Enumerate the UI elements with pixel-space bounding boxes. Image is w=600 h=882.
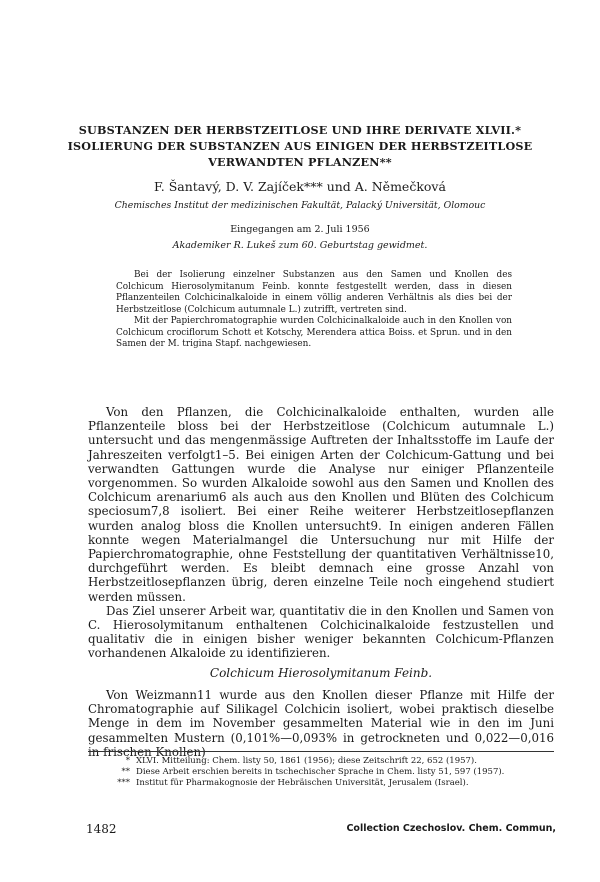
footnote: [88, 778, 554, 789]
title-line-2: ISOLIERUNG DER SUBSTANZEN AUS EINIGEN DER HERBSTZEITLOSE: [67, 139, 533, 153]
section-paragraph-1: Von Weizmann11 wurde aus den Knollen dieser Pflanze mit Hilfe der Chromatographie auf Silikagel Colchicin isoliert, wobei praktisch dieselbe Menge in dem im November gesammelten Material wie in den im Juni gesammelten Mustern (0,101%—0,093% in getrockneten und 0,022—0,016 in frischen Knollen): [88, 688, 554, 759]
title-line-1: SUBSTANZEN DER HERBSTZEITLOSE UND IHRE DERIVATE XLVII.*: [78, 123, 522, 137]
footnote-text: XLVI. Mitteilung: Chem. listy 50, 1861 (1956); diese Zeitschrift 22, 652 (1957).: [136, 756, 477, 766]
body-paragraph-2: Das Ziel unserer Arbeit war, quantitativ die in den Knollen und Samen von C. Hierosolymitanum enthaltenen Colchicinalkaloide festzustellen und qualitativ die in einigen bisher weniger bekannten Colchicum-Pflanzen vorhandenen Alkaloide zu identifizieren.: [88, 603, 554, 661]
dedication: Akademiker R. Lukeš zum 60. Geburtstag gewidmet.: [172, 240, 428, 251]
section-heading: Colchicum Hierosolymitanum Feinb.: [209, 666, 433, 680]
abstract-paragraph-1: Bei der Isolierung einzelner Substanzen aus den Samen und Knollen des Colchicum Hierosolymitanum Feinb. konnte festgestellt werden, dass in diesen Pflanzenteilen Colchicinalkaloide in einem völlig anderen Verhältnis als dies bei der Herbstzeitlose (Colchicum autumnale L.) zutrifft, vertreten sind.: [116, 270, 512, 315]
abstract-paragraph-2: Mit der Papierchromatographie wurden Colchicinalkaloide auch in den Knollen von Colchicum crociflorum Schott et Kotschy, Merendera attica Boiss. et Sprun. und in den Samen der M. trigina Stapf. nachgewiesen.: [116, 316, 512, 349]
body-text: [88, 405, 554, 661]
section-body: [88, 688, 554, 759]
received-date: Eingegangen am 2. Juli 1956: [230, 224, 370, 235]
body-paragraph-1: Von den Pflanzen, die Colchicinalkaloide enthalten, wurden alle Pflanzenteile bloss bei der Herbstzeitlose (Colchicum autumnale L.) untersucht und das mengenmässige Auftreten der Inhaltsstoffe im Laufe der Jahreszeiten verfolgt1–5. Bei einigen Arten der Colchicum-Gattung und bei verwandten Gattungen wurde die Analyse nur einiger Pflanzenteile vorgenommen. So wurden Alkaloide sowohl aus den Samen und Knollen des Colchicum arenarium6 als auch aus den Knollen und Blüten des Colchicum speciosum7,8 isoliert. Bei einer Reihe weiterer Herbstzeitlosepflanzen wurden analog bloss die Knollen untersucht9. In einigen anderen Fällen konnte wegen Materialmangel die Untersuchung nur mit Hilfe der Papierchromatographie, ohne Feststellung der quantitativen Verhältnisse10, durchgeführt werden. Es bleibt demnach eine grosse Anzahl von Herbstzeitlosepflanzen übrig, deren einzelne Teile noch eingehend studiert werden müssen.: [88, 405, 554, 604]
footnotes: [88, 756, 554, 789]
affiliation: Chemisches Institut der medizinischen Fakultät, Palacký Universität, Olomouc: [114, 200, 486, 211]
footnote-text: Diese Arbeit erschien bereits in tschechischer Sprache in Chem. listy 51, 597 (1957).: [136, 767, 505, 777]
footnote: [88, 756, 554, 767]
abstract: [116, 270, 512, 351]
title-line-3: VERWANDTEN PFLANZEN**: [208, 155, 392, 169]
footnote-mark: **: [121, 767, 130, 777]
paper-title: [40, 122, 560, 170]
footnote-text: Institut für Pharmakognosie der Hebräischen Universität, Jerusalem (Israel).: [136, 778, 469, 788]
footnote-mark: ***: [117, 778, 130, 788]
authors: F. Šantavý, D. V. Zajíček*** und A. Němečková: [154, 179, 446, 194]
footnote: [88, 767, 554, 778]
footnote-divider: [88, 751, 554, 752]
footnote-mark: *: [125, 756, 130, 766]
page-number: 1482: [86, 822, 117, 836]
journal-name: Collection Czechoslov. Chem. Commun,: [346, 823, 556, 834]
